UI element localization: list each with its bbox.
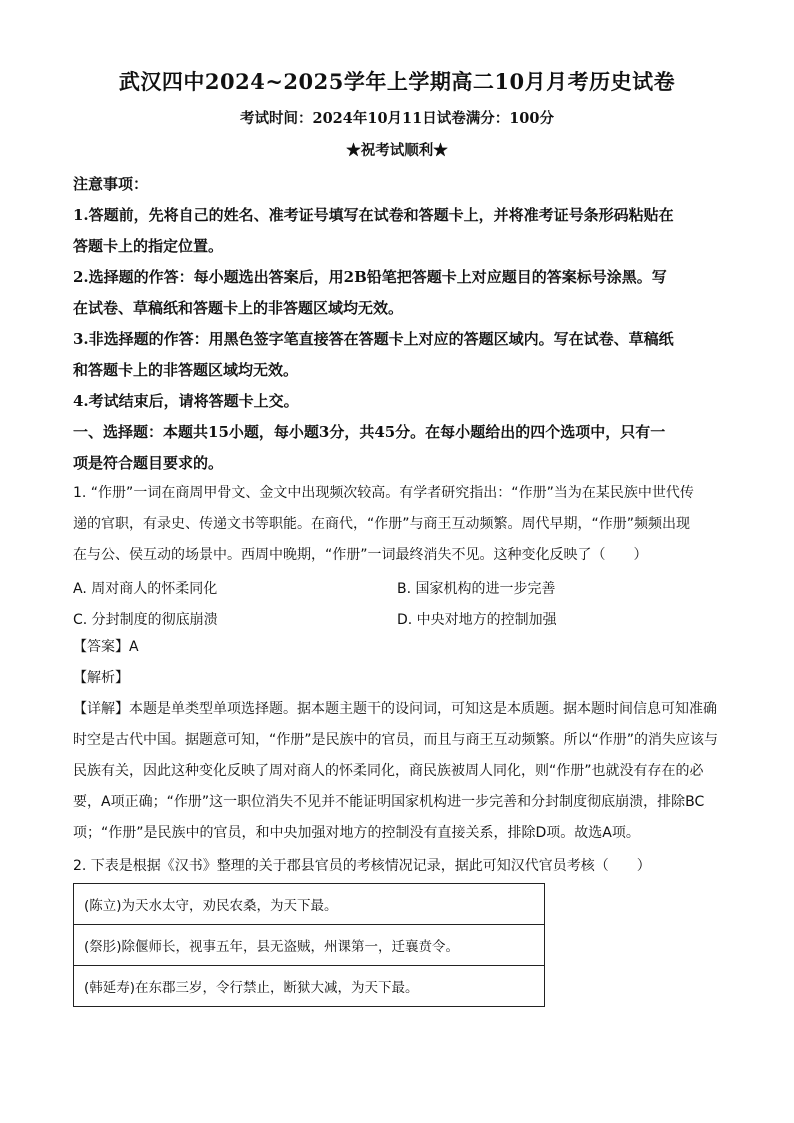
question-line: 1. “作册”一词在商周甲骨文、金文中出现频次较高。有学者研究指出：“作册”当为在某民族中世代传: [73, 485, 694, 501]
question-2-stem: 2. 下表是根据《汉书》整理的关于郡县官员的考核情况记录，据此可知汉代官员考核（ ）: [73, 858, 651, 874]
table-cell: (祭肜)除偃师长，视事五年，县无盗贼，州课第一，迁襄贲令。: [74, 925, 545, 966]
option-b: B. 国家机构的进一步完善: [397, 581, 556, 597]
table-cell: (陈立)为天水太守，劝民农桑，为天下最。: [74, 884, 545, 925]
table-row: [74, 925, 545, 966]
detail-line: 民族有关，因此这种变化反映了周对商人的怀柔同化，商民族被周人同化，则“作册”也就没有存在的必: [73, 763, 704, 779]
detail-line: 项；“作册”是民族中的官员，和中央加强对地方的控制没有直接关系，排除D项。故选A项。: [73, 825, 640, 841]
note-line: 2.选择题的作答：每小题选出答案后，用2B铅笔把答题卡上对应题目的答案标号涂黑。写: [73, 268, 667, 286]
note-line: 答题卡上的指定位置。: [73, 237, 224, 255]
answer-value: A: [129, 639, 139, 655]
table-row: [74, 966, 545, 1007]
option-d: D. 中央对地方的控制加强: [397, 612, 557, 628]
question-1-stem: [73, 478, 723, 571]
question-line: 在与公、侯互动的场景中。西周中晚期，“作册”一词最终消失不见。这种变化反映了（ ）: [73, 547, 648, 563]
records-table: [73, 883, 545, 1007]
detail-line: 时空是古代中国。据题意可知，“作册”是民族中的官员，而且与商王互动频繁。所以“作册”的消失应该与: [73, 732, 719, 748]
answer-section: [73, 632, 723, 849]
answer-line: [73, 632, 723, 663]
section-heading-line: 一、选择题：本题共15小题，每小题3分，共45分。在每小题给出的四个选项中，只有一: [73, 423, 666, 441]
good-luck-line: ★祝考试顺利★: [346, 142, 448, 159]
table-cell: (韩延寿)在东郡三岁，令行禁止，断狱大减，为天下最。: [74, 966, 545, 1007]
notes-section: [73, 169, 723, 479]
note-line: 1.答题前，先将自己的姓名、准考证号填写在试卷和答题卡上，并将准考证号条形码粘贴在: [73, 206, 674, 224]
option-a: A. 周对商人的怀柔同化: [73, 581, 218, 597]
detail-line: 要，A项正确；“作册”这一职位消失不见并不能证明国家机构进一步完善和分封制度彻底崩溃，排除BC: [73, 794, 705, 810]
detail-line: 【详解】本题是单类型单项选择题。据本题主题干的设问词，可知这是本质题。据本题时间信息可知准确: [73, 701, 717, 717]
section-heading-line: 项是符合题目要求的。: [73, 454, 224, 472]
exam-info: 考试时间：2024年10月11日试卷满分：100分: [240, 110, 554, 127]
note-line: 4.考试结束后，请将答题卡上交。: [73, 392, 299, 410]
notes-heading: 注意事项：: [73, 175, 149, 193]
question-line: 递的官职，有录史、传递文书等职能。在商代，“作册”与商王互动频繁。周代早期，“作册”频频出现: [73, 516, 691, 532]
option-c: C. 分封制度的彻底崩溃: [73, 612, 218, 628]
analysis-label: 【解析】: [73, 670, 129, 686]
note-line: 和答题卡上的非答题区域均无效。: [73, 361, 299, 379]
exam-title: 武汉四中2024~2025学年上学期高二10月月考历史试卷: [118, 69, 676, 94]
note-line: 3.非选择题的作答：用黑色签字笔直接答在答题卡上对应的答题区域内。写在试卷、草稿纸: [73, 330, 674, 348]
table-row: [74, 884, 545, 925]
answer-label: 【答案】: [73, 639, 129, 655]
note-line: 在试卷、草稿纸和答题卡上的非答题区域均无效。: [73, 299, 404, 317]
